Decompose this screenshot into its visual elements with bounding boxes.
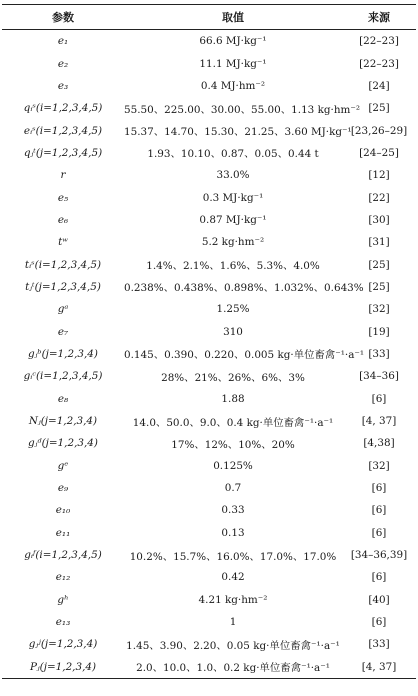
table-row — [2, 343, 416, 365]
param-cell: e₆ — [57, 213, 69, 226]
table-row — [2, 52, 416, 74]
table-row — [2, 388, 416, 410]
table-row — [2, 276, 416, 298]
source-cell: [33] — [368, 347, 390, 360]
bottom-rule — [2, 678, 416, 679]
table-row — [2, 432, 416, 454]
value-cell: 66.6 MJ·kg⁻¹ — [199, 35, 267, 48]
value-cell: 0.238%、0.438%、0.898%、1.032%、0.643% — [124, 282, 364, 295]
param-cell: gⱼᵇ(j=1,2,3,4) — [28, 347, 98, 360]
table-row — [2, 455, 416, 477]
param-cell: tⱼᵗ(j=1,2,3,4,5) — [25, 280, 101, 293]
param-cell: e₁ — [57, 35, 69, 48]
value-cell: 14.0、50.0、9.0、0.4 kg·单位畜禽⁻¹·a⁻¹ — [132, 416, 334, 429]
header-row — [2, 5, 416, 29]
table-row — [2, 253, 416, 275]
param-cell: e₁₀ — [55, 504, 71, 517]
param-cell: qⱼᵗ(j=1,2,3,4,5) — [23, 146, 103, 159]
source-cell: [22–23] — [359, 57, 399, 70]
value-cell: 2.0、10.0、1.0、0.2 kg·单位畜禽⁻¹·a⁻¹ — [136, 662, 330, 675]
value-cell: 55.50、225.00、30.00、55.00、1.13 kg·hm⁻² — [124, 103, 361, 116]
param-cell: gʰ — [57, 593, 69, 606]
source-cell: [25] — [368, 258, 390, 271]
value-cell: 310 — [223, 325, 243, 338]
header-source: 来源 — [368, 11, 390, 24]
table-row — [2, 320, 416, 342]
source-cell: [34–36,39] — [350, 549, 408, 562]
param-cell: e₈ — [57, 392, 69, 405]
source-cell: [22] — [368, 191, 390, 204]
value-cell: 17%、12%、10%、20% — [171, 438, 295, 451]
value-cell: 0.42 — [221, 571, 245, 584]
source-cell: [32] — [368, 303, 390, 316]
source-cell: [33] — [368, 638, 390, 651]
param-cell: e₅ — [57, 191, 69, 204]
table-row — [2, 164, 416, 186]
table-row — [2, 30, 416, 52]
table-row — [2, 97, 416, 119]
table-body — [2, 30, 416, 678]
table-row — [2, 611, 416, 633]
param-cell: tᵢˢ(i=1,2,3,4,5) — [24, 258, 102, 271]
value-cell: 1.45、3.90、2.20、0.05 kg·单位畜禽⁻¹·a⁻¹ — [126, 639, 340, 652]
table-row — [2, 522, 416, 544]
value-cell: 0.125% — [213, 459, 253, 472]
param-cell: e₁₃ — [55, 616, 71, 629]
table-row — [2, 410, 416, 432]
source-cell: [6] — [371, 392, 387, 405]
param-cell: e₃ — [57, 79, 69, 92]
param-cell: gⱼʲ(j=1,2,3,4) — [28, 638, 98, 651]
param-cell: e₂ — [57, 57, 69, 70]
value-cell: 15.37、14.70、15.30、21.25、3.60 MJ·kg⁻¹ — [124, 126, 352, 139]
table-row — [2, 209, 416, 231]
table-row — [2, 589, 416, 611]
table-row — [2, 656, 416, 678]
source-cell: [4,38] — [363, 437, 395, 450]
param-cell: e₉ — [57, 482, 69, 495]
param-cell: gᵢᶠ(i=1,2,3,4,5) — [24, 549, 102, 562]
value-cell: 28%、21%、26%、6%、3% — [161, 371, 305, 384]
table-row — [2, 633, 416, 655]
value-cell: 0.33 — [221, 504, 245, 517]
source-cell: [12] — [368, 169, 390, 182]
table-row — [2, 186, 416, 208]
table-row — [2, 365, 416, 387]
value-cell: 0.4 MJ·hm⁻² — [200, 79, 266, 92]
source-cell: [6] — [371, 526, 387, 539]
source-cell: [32] — [368, 459, 390, 472]
source-cell: [6] — [371, 504, 387, 517]
header-param: 参数 — [52, 11, 74, 24]
table-row — [2, 75, 416, 97]
value-cell: 0.13 — [221, 526, 245, 539]
value-cell: 10.2%、15.7%、16.0%、17.0%、17.0% — [129, 550, 337, 563]
value-cell: 0.3 MJ·kg⁻¹ — [202, 191, 264, 204]
value-cell: 0.7 — [224, 482, 242, 495]
value-cell: 0.87 MJ·kg⁻¹ — [199, 213, 267, 226]
param-cell: Pⱼ(j=1,2,3,4) — [29, 660, 97, 673]
source-cell: [34–36] — [359, 370, 399, 383]
value-cell: 1.25% — [216, 303, 250, 316]
value-cell: 1.93、10.10、0.87、0.05、0.44 t — [147, 148, 319, 161]
value-cell: 5.2 kg·hm⁻² — [201, 236, 265, 249]
param-cell: e₁₁ — [55, 526, 71, 539]
value-cell: 0.145、0.390、0.220、0.005 kg·单位畜禽⁻¹·a⁻¹ — [124, 349, 365, 362]
table-row — [2, 544, 416, 566]
source-cell: [31] — [368, 236, 390, 249]
param-cell: qᵢˢ(i=1,2,3,4,5) — [23, 102, 103, 115]
header-value: 取值 — [222, 11, 244, 24]
source-cell: [4, 37] — [361, 660, 397, 673]
source-cell: [6] — [371, 482, 387, 495]
source-cell: [23,26–29] — [350, 124, 408, 137]
table-row — [2, 566, 416, 588]
source-cell: [24] — [368, 79, 390, 92]
param-cell: e₁₂ — [55, 571, 71, 584]
source-cell: [30] — [368, 213, 390, 226]
value-cell: 1.88 — [221, 392, 245, 405]
table-row — [2, 231, 416, 253]
source-cell: [25] — [368, 102, 390, 115]
parameter-table — [2, 4, 416, 679]
source-cell: [22–23] — [359, 35, 399, 48]
source-cell: [4, 37] — [361, 415, 397, 428]
param-cell: gᵢᶜ(i=1,2,3,4,5) — [23, 370, 103, 383]
table-row — [2, 298, 416, 320]
source-cell: [19] — [368, 325, 390, 338]
value-cell: 1 — [229, 616, 237, 629]
param-cell: Nⱼ(j=1,2,3,4) — [28, 415, 98, 428]
param-cell: tʷ — [58, 236, 68, 249]
param-cell: gⱼᵈ(j=1,2,3,4) — [28, 437, 98, 450]
param-cell: eᵢˢ(i=1,2,3,4,5) — [23, 124, 103, 137]
source-cell: [40] — [368, 593, 390, 606]
source-cell: [24–25] — [359, 146, 399, 159]
table-row — [2, 119, 416, 141]
source-cell: [6] — [371, 571, 387, 584]
table-row — [2, 477, 416, 499]
source-cell: [6] — [371, 616, 387, 629]
value-cell: 4.21 kg·hm⁻² — [198, 593, 268, 606]
source-cell: [25] — [368, 280, 390, 293]
param-cell: r — [60, 169, 66, 182]
value-cell: 11.1 MJ·kg⁻¹ — [199, 57, 267, 70]
param-cell: gᵉ — [57, 459, 69, 472]
value-cell: 33.0% — [216, 169, 250, 182]
param-cell: gᵃ — [57, 303, 69, 316]
value-cell: 1.4%、2.1%、1.6%、5.3%、4.0% — [146, 260, 320, 273]
table-row — [2, 499, 416, 521]
param-cell: e₇ — [57, 325, 69, 338]
table-row — [2, 142, 416, 164]
